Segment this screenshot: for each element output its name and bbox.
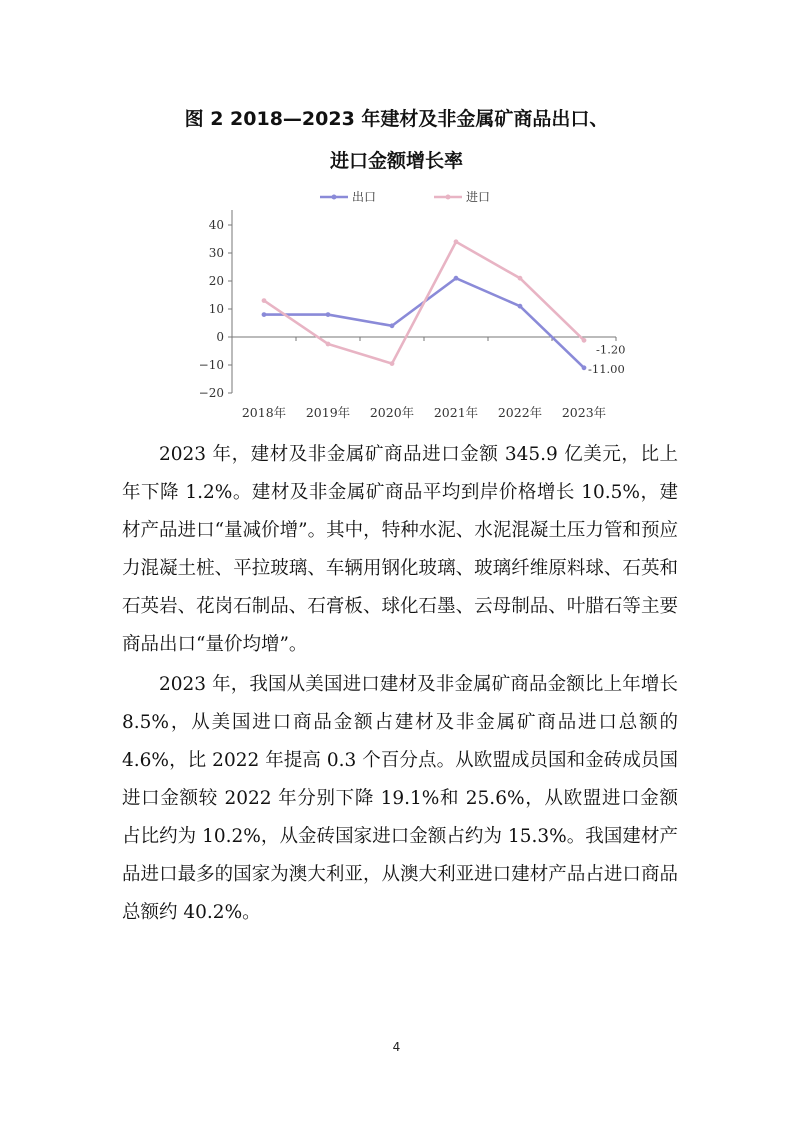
body-text: [122, 436, 678, 934]
data-point-export: [326, 312, 331, 317]
y-tick-label: 30: [208, 246, 224, 260]
data-point-export: [262, 312, 267, 317]
x-tick-label: 2023年: [561, 405, 607, 420]
data-point-import: [518, 276, 523, 281]
growth-rate-line-chart: [190, 180, 630, 425]
legend-label-import: 进口: [466, 190, 491, 204]
paragraph-2: 2023 年，我国从美国进口建材及非金属矿商品金额比上年增长 8.5%，从美国进口商品金额占建材及非金属矿商品进口总额的 4.6%，比 2022 年提高 0.3 个百分点。从欧盟成员国和金砖成员国进口金额较 2022 年分别下降 19.1%和 25.6%，从欧盟进口金额占比约为 10.2%，从金砖国家进口金额占约为 15.3%。我国建材产品进口最多的国家为澳大利亚，从澳大利亚进口建材产品占进口商品总额约 40.2%。: [122, 674, 678, 923]
series-line-export: [264, 278, 584, 368]
y-tick-label: −10: [198, 358, 224, 372]
data-point-export: [582, 365, 587, 370]
chart-series: [262, 239, 587, 370]
data-point-import: [262, 298, 267, 303]
x-tick-label: 2019年: [305, 405, 351, 420]
legend-marker-import: [446, 195, 451, 200]
y-tick-label: 40: [208, 218, 224, 232]
y-tick-label: 0: [216, 330, 224, 344]
page-number: 4: [392, 1040, 401, 1054]
data-point-export: [518, 304, 523, 309]
x-tick-label: 2018年: [241, 405, 287, 420]
data-point-import: [326, 342, 331, 347]
y-tick-label: 20: [208, 274, 224, 288]
paragraph-1: 2023 年，建材及非金属矿商品进口金额 345.9 亿美元，比上年下降 1.2%。建材及非金属矿商品平均到岸价格增长 10.5%，建材产品进口“量减价增”。其中，特种水泥、水泥混凝土压力管和预应力混凝土桩、平拉玻璃、车辆用钢化玻璃、玻璃纤维原料球、石英和石英岩、花岗石制品、石膏板、球化石墨、云母制品、叶腊石等主要商品出口“量价均增”。: [122, 444, 678, 655]
annotation-export-2023: -11.00: [588, 361, 625, 376]
data-point-export: [390, 323, 395, 328]
data-point-import: [390, 361, 395, 366]
legend-marker-export: [332, 195, 337, 200]
data-point-export: [454, 276, 459, 281]
annotation-import-2023: -1.20: [596, 342, 626, 357]
x-tick-labels: [232, 337, 616, 420]
y-tick-labels: [199, 218, 232, 400]
y-tick-label: −20: [198, 386, 224, 400]
data-point-import: [454, 239, 459, 244]
series-line-import: [264, 242, 584, 364]
x-tick-label: 2022年: [497, 405, 543, 420]
figure-title-line-1: 图 2 2018—2023 年建材及非金属矿商品出口、: [184, 108, 609, 130]
legend-label-export: 出口: [352, 190, 377, 204]
figure-title-line-2: 进口金额增长率: [329, 150, 463, 172]
x-tick-label: 2021年: [433, 405, 479, 420]
chart-legend: [320, 189, 490, 204]
y-tick-label: 10: [208, 302, 224, 316]
data-point-import: [582, 338, 587, 343]
x-tick-label: 2020年: [369, 405, 415, 420]
